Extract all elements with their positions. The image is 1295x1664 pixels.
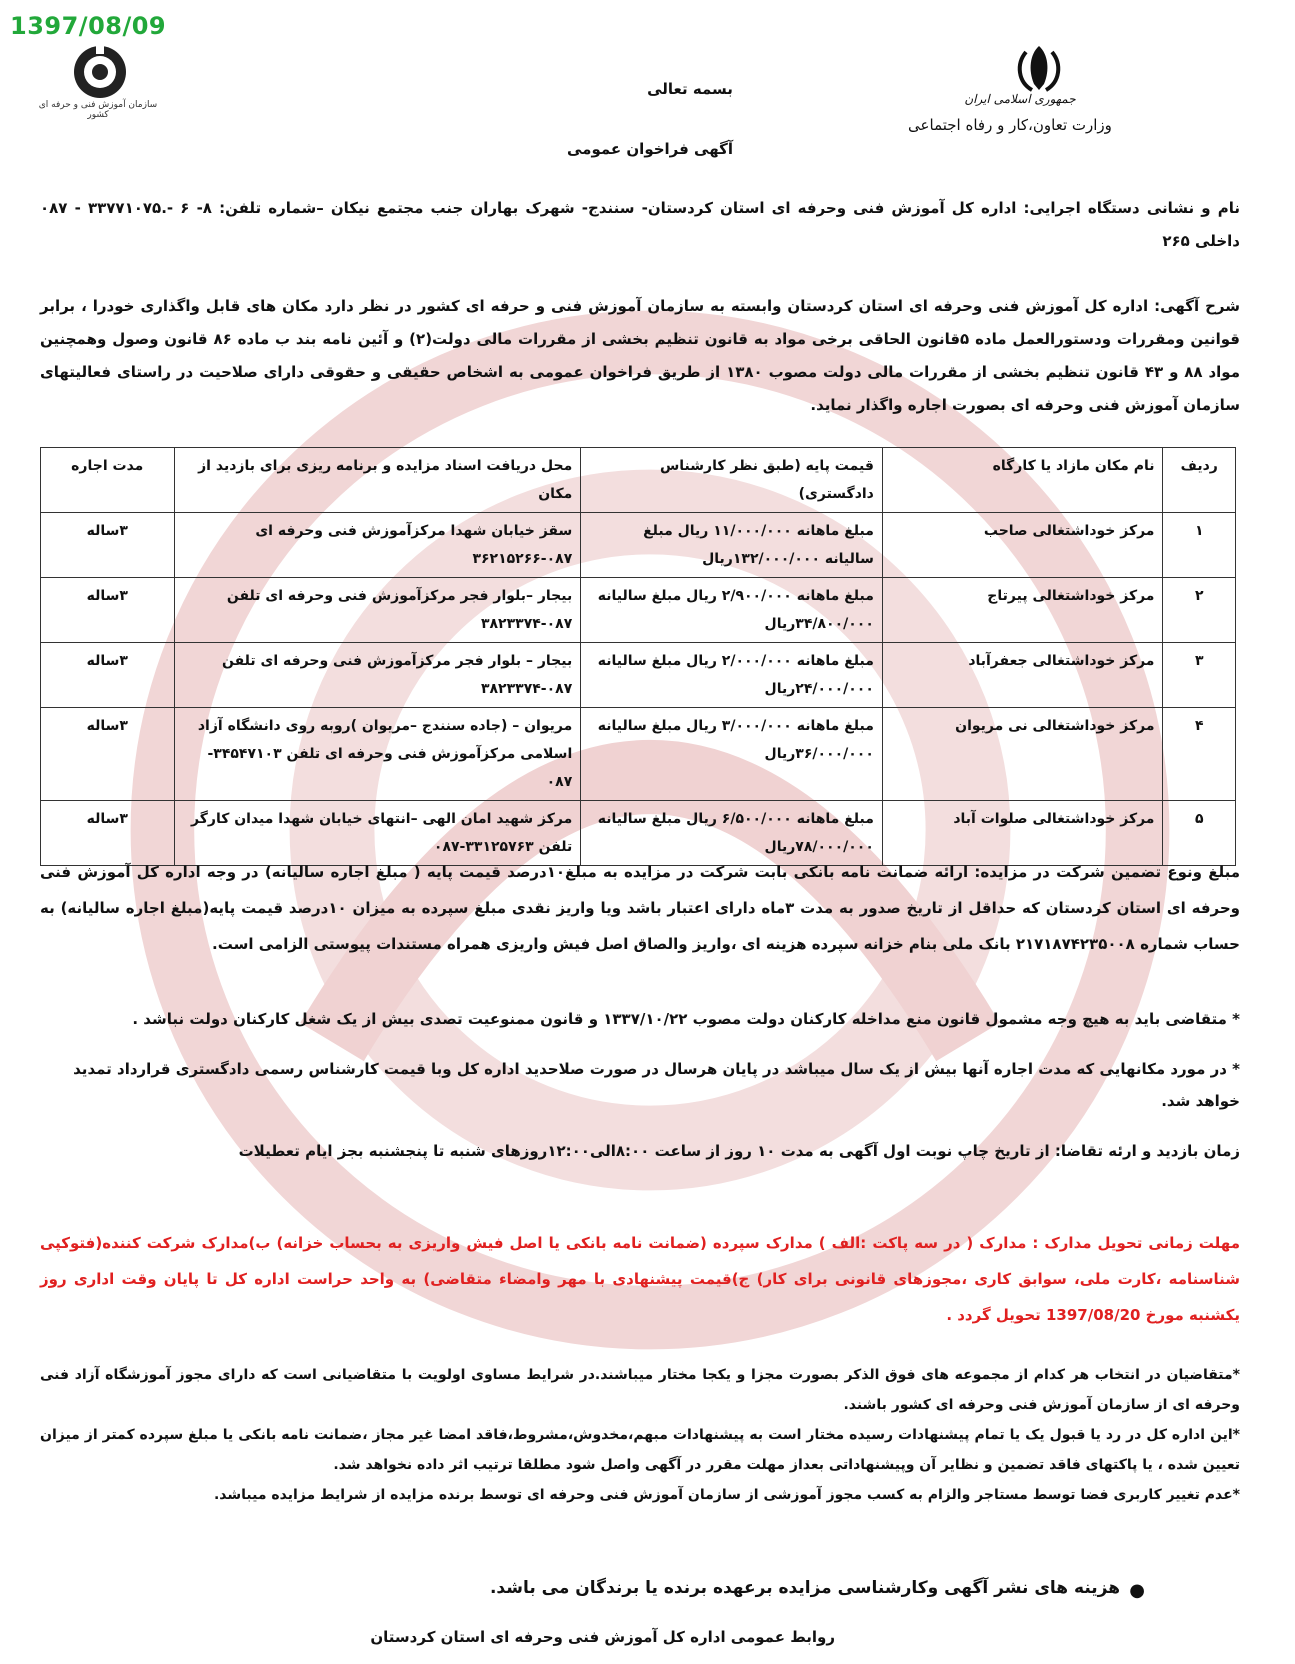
header-location: محل دریافت اسناد مزایده و برنامه ریزی برای بازدید از مکان [174,448,581,513]
cell-name: مرکز خوداشتغالی پیرتاج [882,578,1163,643]
bullet-icon: ● [1129,1580,1145,1601]
table-row [41,578,1236,643]
submission-deadline: مهلت زمانی تحویل مدارک : مدارک ( در سه پاکت :الف ) مدارک سپرده (ضمانت نامه بانکی یا اصل فیش واریزی به بحساب خزانه) ب)مدارک شرکت کننده(فتوکپی شناسنامه ،کارت ملی، سوابق کاری ،مجوزهای قانونی برای کار) ج)قیمت پیشنهادی با مهر وامضاء متقاضی) به واحد حراست اداره کل تا پایان وقت اداری روز یکشنبه مورخ 1397/08/20 تحویل گردد . [40,1234,1240,1324]
table-row [41,643,1236,708]
cell-row-number: ۴ [1163,708,1236,801]
cell-location: مریوان – (جاده سنندج –مریوان )روبه روی دانشگاه آزاد اسلامی مرکزآموزش فنی وحرفه ای تلفن ۳۴۵۴۷۱۰۳- ۰۸۷ [174,708,581,801]
guarantee-terms: مبلغ ونوع تضمین شرکت در مزایده: ارائه ضمانت نامه بانکی بابت شرکت در مزایده به مبلغ۱۰درصد قیمت پایه ( مبلغ اجاره سالیانه) در وجه اداره کل آموزش فنی وحرفه ای استان کردستان که حداقل از تاریخ صدور به مدت ۳ماه دارای اعتبار باشد ویا واریز نقدی مبلغ سپرده به میزان ۱۰درصد قیمت پایه(مبلغ اجاره سالیانه) به حساب شماره ۲۱۷۱۸۷۴۲۳۵۰۰۸ بانک ملی بنام خزانه سپرده هزینه ای ،واریز والصاق اصل فیش واریزی همراه مستندات پیوستی الزامی است. [40,863,1241,953]
header-price: قیمت پایه (طبق نظر کارشناس دادگستری) [581,448,883,513]
cell-name: مرکز خوداشتغالی جعفرآباد [882,643,1163,708]
note-item: زمان بازدید و ارئه تقاضا: از تاریخ چاپ نوبت اول آگهی به مدت ۱۰ روز از ساعت ۸:۰۰الی۱۲:۰۰روزهای شنبه تا پنجشنبه بجز ایام تعطیلات [238,1142,1240,1160]
cell-location: سقز خیابان شهدا مرکزآموزش فنی وحرفه ای ۰۸۷-۳۶۲۱۵۲۶۶ [174,513,581,578]
cell-location: مرکز شهید امان الهی –انتهای خیابان شهدا میدان کارگر تلفن ۳۳۱۲۵۷۶۳-۰۸۷ [174,801,581,866]
date-stamp: 1397/08/09 [10,12,167,40]
cell-row-number: ۲ [1163,578,1236,643]
cell-row-number: ۳ [1163,643,1236,708]
cell-price: مبلغ ماهانه ۳/۰۰۰/۰۰۰ ریال مبلغ سالیانه ۳۶/۰۰۰/۰۰۰ریال [581,708,883,801]
cell-price: مبلغ ماهانه ۲/۰۰۰/۰۰۰ ریال مبلغ سالیانه ۲۴/۰۰۰/۰۰۰ریال [581,643,883,708]
note-item: * متقاضی باید به هیچ وجه مشمول قانون منع مداخله کارکنان دولت مصوب ۱۳۳۷/۱۰/۲۲ و قانون ممنوعیت تصدی بیش از یک شغل کارکنان دولت نباشد . [132,1010,1240,1028]
cost-note: هزینه های نشر آگهی وکارشناسی مزایده برعهده برنده یا برندگان می باشد. [489,1578,1120,1598]
lots-table [40,447,1236,866]
cell-price: مبلغ ماهانه ۲/۹۰۰/۰۰۰ ریال مبلغ سالیانه ۳۴/۸۰۰/۰۰۰ریال [581,578,883,643]
table-header-row [41,448,1236,513]
header-name: نام مکان مازاد یا کارگاه [882,448,1163,513]
extra-note-item: *این اداره کل در رد یا قبول یک یا تمام پیشنهادات رسیده مختار است به پیشنهادات مبهم،مخدوش،مشروط،فاقد امضا غیر مجاز ،ضمانت نامه بانکی یا مبلغ سپرده کمتر از میزان تعیین شده ، یا پاکتهای فاقد تضمین و نظایر آن وپیشنهاداتی بعداز مهلت مقرر در آگهی واصل شود مطلقا ترتیب اثر داده نخواهد شد. [40,1427,1240,1473]
cell-name: مرکز خوداشتغالی صاحب [882,513,1163,578]
cell-name: مرکز خوداشتغالی نی مریوان [882,708,1163,801]
org-logo-caption: سازمان آموزش فنی و حرفه ای کشور [38,100,158,120]
table-row [41,708,1236,801]
table-row [41,513,1236,578]
header-duration: مدت اجاره [41,448,175,513]
government-caption: جمهوری اسلامی ایران [964,92,1076,106]
ad-title: آگهی فراخوان عمومی [566,140,733,158]
footer-signature: روابط عمومی اداره کل آموزش فنی وحرفه ای استان کردستان [370,1628,835,1646]
cell-row-number: ۱ [1163,513,1236,578]
cell-row-number: ۵ [1163,801,1236,866]
extra-notes [40,1360,1240,1510]
notes-block [40,1003,1240,1185]
cell-duration: ۳ساله [41,801,175,866]
cell-duration: ۳ساله [41,578,175,643]
ministry-name: وزارت تعاون،کار و رفاه اجتماعی [908,116,1112,134]
executive-address: نام و نشانی دستگاه اجرایی: اداره کل آموزش فنی وحرفه ای استان کردستان- سنندج- شهرک بهاران جنب مجتمع نیکان –شماره تلفن: ۸- ۶ -.۳۳۷۷۱۰۷۵ - ۰۸۷ داخلی ۲۶۵ [40,199,1241,250]
note-item: * در مورد مکانهایی که مدت اجاره آنها بیش از یک سال میباشد در پایان هرسال در صورت صلاحدید اداره کل وبا قیمت کارشناس رسمی دادگستری قرارداد تمدید خواهد شد. [73,1060,1240,1110]
extra-note-item: *متقاضیان در انتخاب هر کدام از مجموعه های فوق الذکر بصورت مجزا و یکجا مختار میباشند.در شرایط مساوی اولویت با متقاضیانی است که دارای مجوز آموزشگاه آزاد فنی وحرفه ای از سازمان آموزش فنی وحرفه ای کشور باشند. [40,1367,1240,1413]
header-row-number: ردیف [1163,448,1236,513]
cell-price: مبلغ ماهانه ۶/۵۰۰/۰۰۰ ریال مبلغ سالیانه ۷۸/۰۰۰/۰۰۰ریال [581,801,883,866]
ad-description: شرح آگهی: اداره کل آموزش فنی وحرفه ای استان کردستان وابسته به سازمان آموزش فنی و حرفه ای کشور در نظر دارد مکان های قابل واگذاری خودرا ، برابر قوانین ومقررات ودستورالعمل ماده ۵قانون الحاقی برخی مواد به قانون تنظیم بخشی از مقررات مالی دولت(۲) و آئین نامه بند ب ماده ۸۶ قانون وصول وهمچنین مواد ۸۸ و ۴۳ قانون تنظیم بخشی از مقررات مالی دولت مصوب ۱۳۸۰ از طریق فراخوان عمومی به اشخاص حقیقی و حقوقی دارای صلاحیت در راستای فعالیتهای سازمان آموزش فنی وحرفه ای بصورت اجاره واگذار نماید. [40,297,1240,414]
extra-note-item: *عدم تغییر کاربری فضا توسط مستاجر والزام به کسب مجوز آموزشی از سازمان آموزش فنی وحرفه ای توسط برنده مزایده از شرایط مزایده میباشد. [213,1487,1240,1503]
cell-duration: ۳ساله [41,643,175,708]
cell-price: مبلغ ماهانه ۱۱/۰۰۰/۰۰۰ ریال مبلغ سالیانه ۱۳۲/۰۰۰/۰۰۰ریال [581,513,883,578]
cell-duration: ۳ساله [41,708,175,801]
cell-duration: ۳ساله [41,513,175,578]
cell-name: مرکز خوداشتغالی صلوات آباد [882,801,1163,866]
org-logo-icon [60,42,140,102]
cell-location: بیجار –بلوار فجر مرکزآموزش فنی وحرفه ای تلفن ۰۸۷-۳۸۲۳۳۷۴ [174,578,581,643]
cell-location: بیجار – بلوار فجر مرکزآموزش فنی وحرفه ای تلفن ۰۸۷-۳۸۲۳۳۷۴ [174,643,581,708]
invocation: بسمه تعالی [647,80,733,98]
